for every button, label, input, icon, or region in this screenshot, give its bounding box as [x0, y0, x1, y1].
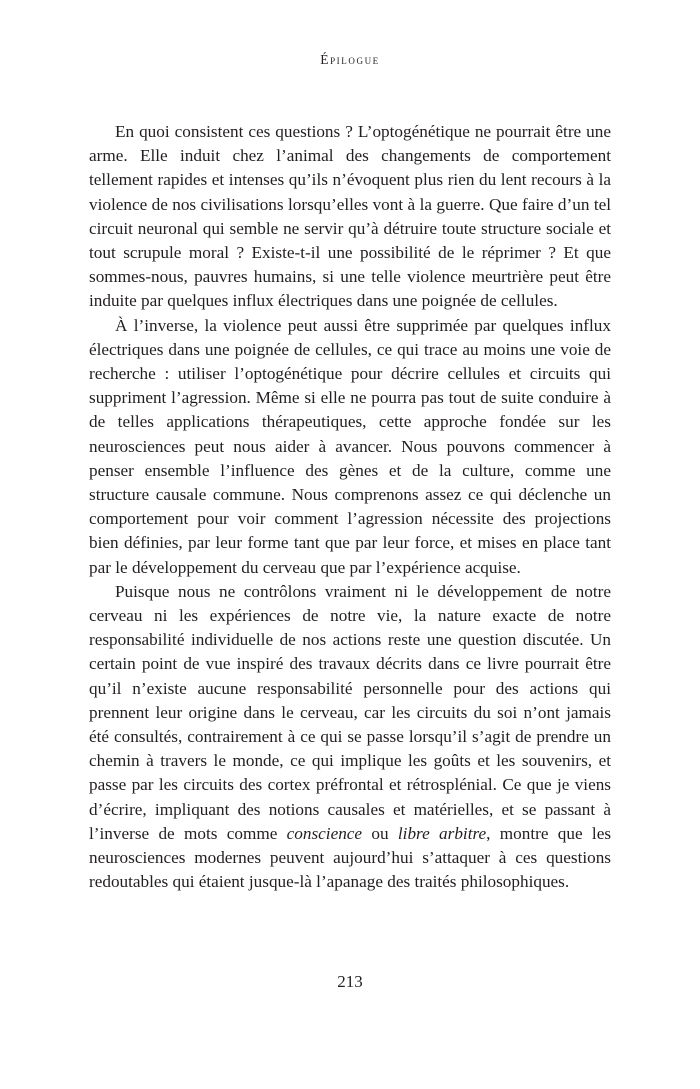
italic-term: libre arbitre: [397, 823, 487, 843]
paragraph: [89, 580, 611, 895]
italic-term: conscience: [286, 823, 363, 843]
page-number: 213: [337, 972, 363, 991]
paragraph: À l’inverse, la violence peut aussi être supprimée par quelques influx électriques dans une poignée de cellules, ce qui trace au moins une voie de recherche : utiliser l’optogénétique pour décrire cellules et circuits qui suppriment l’agression. Même si elle ne pourra pas tout de suite conduire à de telles applications thérapeutiques, cette approche fondée sur les neurosciences peut nous aider à avancer. Nous pouvons commencer à penser ensemble l’influence des gènes et de la culture, comme une structure causale commune. Nous comprenons assez ce qui déclenche un comportement pour voir comment l’agression nécessite des projections bien définies, par leur forme tant que par leur force, et mises en place tant par le développement du cerveau que par l’expérience acquise.: [89, 315, 611, 577]
body-text: [89, 120, 611, 895]
paragraph-text: , montre que les neurosciences modernes peuvent aujourd’hui s’attaquer à ces questions redoutables qui étaient jusque-là l’apanage des traités philosophiques.: [89, 823, 612, 892]
paragraph-text: ou: [362, 823, 398, 843]
paragraph: En quoi consistent ces questions ? L’optogénétique ne pourrait être une arme. Elle induit chez l’animal des changements de comportement tellement rapides et intenses qu’ils n’évoquent plus rien du lent recours à la violence de nos civilisations lorsqu’elles vont à la guerre. Que faire d’un tel circuit neuronal qui semble ne servir qu’à détruire toute structure sociale et tout scrupule moral ? Existe-t-il une possibilité de le réprimer ? Et que sommes-nous, pauvres humains, si une telle violence meurtrière peut être induite par quelques influx électriques dans une poignée de cellules.: [89, 122, 611, 311]
paragraph-text: Puisque nous ne contrôlons vraiment ni le développement de notre cerveau ni les expériences de notre vie, la nature exacte de notre responsabilité individuelle de nos actions reste une question discutée. Un certain point de vue inspiré des travaux décrits dans ce livre pourrait être qu’il n’existe aucune responsabilité personnelle pour des actions qui prennent leur origine dans le cerveau, car les circuits du soi n’ont jamais été consultés, contrairement à ce qui se passe lorsqu’il s’agit de prendre un chemin à travers le monde, ce qui implique les goûts et les souvenirs, et passe par les circuits des cortex préfrontal et rétrosplénial. Ce que je viens d’écrire, impliquant des notions causales et matérielles, et se passant à l’inverse de mots comme: [89, 581, 611, 843]
running-head: Épilogue: [320, 52, 380, 67]
